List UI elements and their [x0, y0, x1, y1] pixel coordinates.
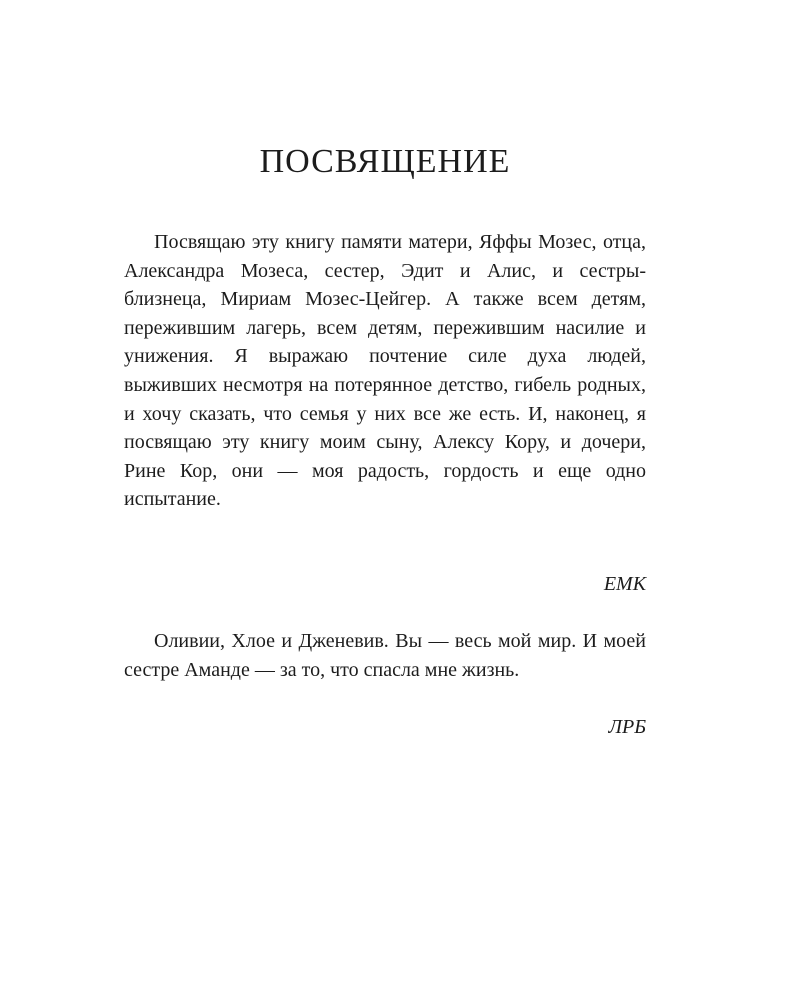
- page-title: ПОСВЯЩЕНИЕ: [259, 143, 511, 180]
- dedication-paragraph-emk: Посвящаю эту книгу памяти матери, Яффы Мозес, отца, Александра Мозеса, сестер, Эдит и Алис, и сестры-близнеца, Мириам Мозес-Цейгер. А также всем детям, пережившим лагерь, всем детям, пережившим насилие и унижения. Я выражаю почтение силе духа людей, выживших несмотря на потерянное детство, гибель родных, и хочу сказать, что семья у них все же есть. И, наконец, я посвящаю эту книгу моим сыну, Алексу Кору, и дочери, Рине Кор, они — моя радость, гордость и еще одно испытание.: [124, 231, 646, 511]
- dedication-paragraph-lrb: Оливии, Хлое и Дженевив. Вы — весь мой мир. И моей сестре Аманде — за то, что спасла мне жизнь.: [124, 630, 646, 681]
- book-page: [124, 0, 646, 1000]
- dedication-signature-lrb: ЛРБ: [608, 716, 646, 738]
- dedication-signature-emk: ЕМК: [603, 573, 646, 595]
